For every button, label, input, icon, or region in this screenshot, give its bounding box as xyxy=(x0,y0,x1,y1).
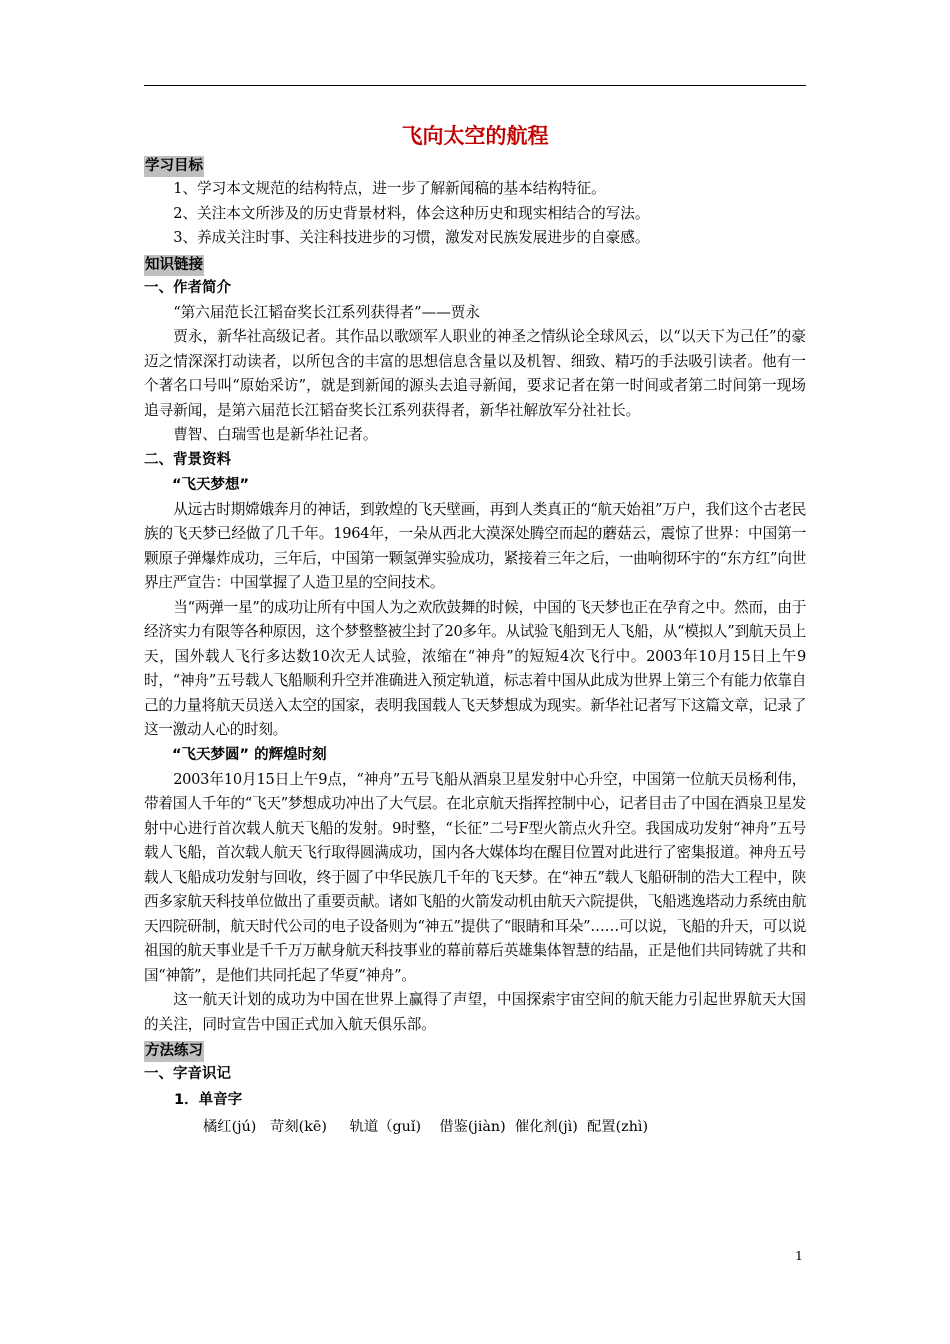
background-heading: 二、背景资料 xyxy=(144,451,231,468)
background-paragraph-3: 2003年10月15日上午9点，“神舟”五号飞船从酒泉卫星发射中心升空，中国第一位航天员杨利伟，带着国人千年的“飞天”梦想成功冲出了大气层。在北京航天指挥控制中心，记者目击了中国在酒泉卫星发射中心进行首次载人航天飞船的发射。9时整，“长征”二号F型火箭点火升空。我国成功发射“神舟”五号载人飞船，首次载人航天飞行取得圆满成功，国内各大媒体均在醒目位置对此进行了密集报道。神舟五号载人飞船成功发射与回收，终于圆了中华民族几千年的飞天梦。在“神五”载人飞船研制的浩大工程中，陕西多家航天科技单位做出了重要贡献。诸如飞船的火箭发动机由航天六院提供，飞船逃逸塔动力系统由航天四院研制，航天时代公司的电子设备则为“神五”提供了“眼睛和耳朵”……可以说，飞船的升天，可以说祖国的航天事业是千千万万献身航天科技事业的幕前幕后英雄集体智慧的结晶，正是他们共同铸就了共和国“神箭”，是他们共同托起了华夏“神舟”。 xyxy=(144,770,806,984)
objectives-label: 学习目标 xyxy=(144,156,204,177)
author-heading: 一、作者简介 xyxy=(144,279,231,296)
document-title: 飞向太空的航程 xyxy=(401,124,549,148)
page-number: 1 xyxy=(795,1248,803,1263)
knowledge-label: 知识链接 xyxy=(144,255,204,276)
single-sound-heading: 1．单音字 xyxy=(174,1092,243,1108)
document-body xyxy=(144,120,806,1141)
author-quote: “第六届范长江韬奋奖长江系列获得者”——贾永 xyxy=(173,303,480,321)
header-rule xyxy=(144,85,806,86)
background-subheading-1: “飞天梦想” xyxy=(172,476,250,493)
pinyin-item: 橘红(jú) xyxy=(203,1119,257,1135)
pinyin-item: 借鉴(jiàn) xyxy=(439,1119,506,1135)
practice-label: 方法练习 xyxy=(144,1041,204,1062)
knowledge-label-row xyxy=(144,251,806,276)
objective-item: 2、关注本文所涉及的历史背景材料，体会这种历史和现实相结合的写法。 xyxy=(173,204,650,222)
background-paragraph-2: 当“两弹一星”的成功让所有中国人为之欢欣鼓舞的时候，中国的飞天梦也正在孕育之中。然而，由于经济实力有限等各种原因，这个梦整整被尘封了20多年。从试验飞船到无人飞船，从“模拟人”到航天员上天，国外载人飞行多达数10次无人试验，浓缩在“神舟”的短短4次飞行中。2003年10月15日上午9时，“神舟”五号载人飞船顺利升空并准确进入预定轨道，标志着中国从此成为世界上第三个有能力依靠自己的力量将航天员送入太空的国家，表明我国载人飞天梦想成为现实。新华社记者写下这篇文章，记录了这一激动人心的时刻。 xyxy=(144,598,806,738)
pinyin-item: 催化剂(jì) xyxy=(514,1119,578,1135)
objectives-label-row xyxy=(144,152,806,177)
objective-item: 1、学习本文规范的结构特点，进一步了解新闻稿的基本结构特征。 xyxy=(173,180,606,197)
author-paragraph: 贾永，新华社高级记者。其作品以歌颂军人职业的神圣之情纵论全球风云，以“以天下为己任”的豪迈之情深深打动读者，以所包含的丰富的思想信息含量以及机智、细致、精巧的手法吸引读者。他有一个著名口号叫“原始采访”，就是到新闻的源头去追寻新闻，要求记者在第一时间或者第二时间第一现场追寻新闻，是第六届范长江韬奋奖长江系列获得者，新华社解放军分社社长。 xyxy=(144,328,806,419)
pinyin-item: 轨道（guǐ) xyxy=(349,1119,422,1135)
pronunciation-heading: 一、字音识记 xyxy=(144,1066,231,1082)
background-paragraph-4: 这一航天计划的成功为中国在世界上赢得了声望，中国探索宇宙空间的航天能力引起世界航天大国的关注，同时宣告中国正式加入航天俱乐部。 xyxy=(144,991,806,1033)
pinyin-list xyxy=(144,1113,806,1141)
pinyin-item: 苛刻(kē) xyxy=(270,1119,327,1135)
practice-label-row xyxy=(144,1037,806,1062)
objective-item: 3、养成关注时事、关注科技进步的习惯，激发对民族发展进步的自豪感。 xyxy=(173,229,650,246)
pinyin-item: 配置(zhì) xyxy=(586,1119,649,1135)
background-paragraph-1: 从远古时期嫦娥奔月的神话，到敦煌的飞天壁画，再到人类真正的“航天始祖”万户，我们这个古老民族的飞天梦已经做了几千年。1964年，一朵从西北大漠深处腾空而起的蘑菇云，震惊了世界：中国第一颗原子弹爆炸成功，三年后，中国第一颗氢弹实验成功，紧接着三年之后，一曲响彻环宇的“东方红”向世界庄严宣告：中国掌握了人造卫星的空间技术。 xyxy=(144,500,806,591)
background-subheading-2: “飞天梦圆” 的辉煌时刻 xyxy=(172,746,327,763)
author-paragraph-2: 曹智、白瑞雪也是新华社记者。 xyxy=(173,426,378,443)
